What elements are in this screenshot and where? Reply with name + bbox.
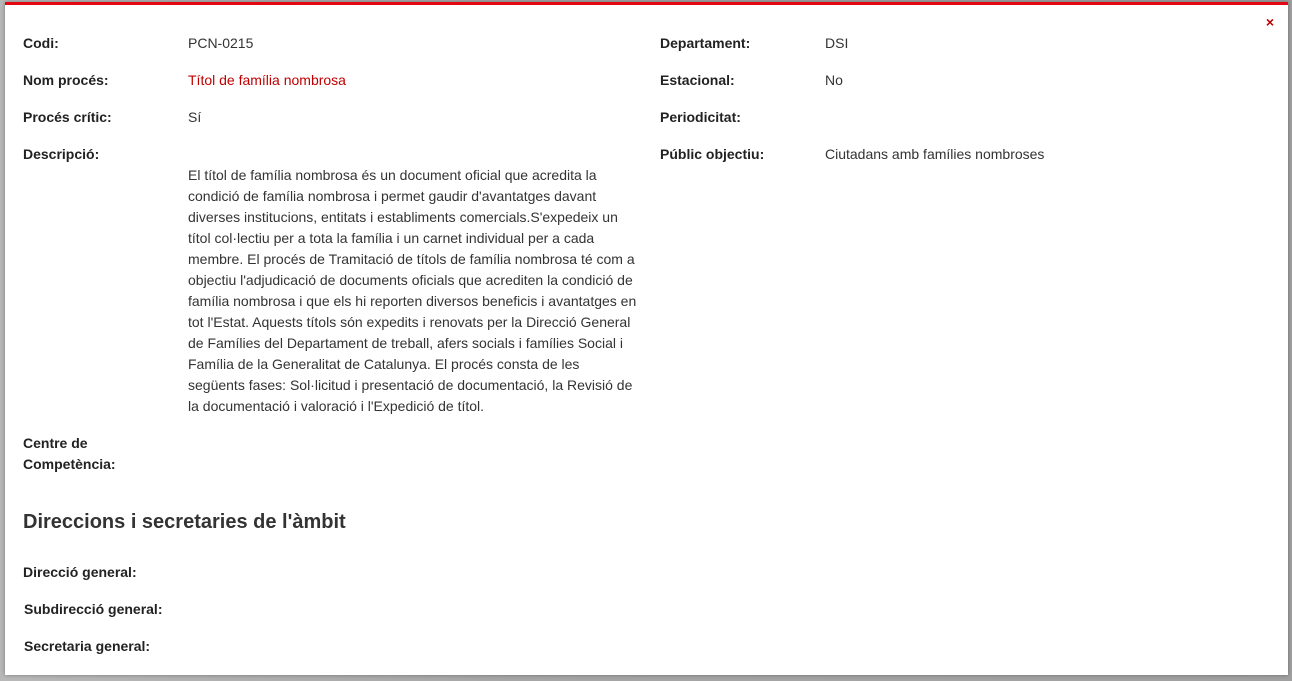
section-title: Direccions i secretaries de l'àmbit: [23, 511, 346, 533]
proces-critic-label: Procés crític:: [23, 109, 112, 125]
public-objectiu-value: Ciutadans amb famílies nombroses: [825, 146, 1045, 162]
estacional-value: No: [825, 72, 843, 88]
descripcio-label: Descripció:: [23, 146, 100, 162]
proces-critic-value: Sí: [188, 109, 202, 125]
subdireccio-general-label: Subdirecció general:: [24, 601, 163, 617]
descripcio-value: El títol de família nombrosa és un document oficial que acredita la condició de família nombrosa i permet gaudir d'avantatges davant diverses institucions, entitats i establiments comercials.S'expedeix un títol col·lectiu per a tota la família i un carnet individual per a cada membre. El procés de Tramitació de títols de família nombrosa té com a objectiu l'adjudicació de documents oficials que acrediten la condició de família nombrosa i que els hi reporten diversos beneficis i avantatges en tot l'Estat. Aquests títols són expedits i renovats per la Direcció General de Famílies del Departament de treball, afers socials i famílies Social i Família de la Generalitat de Catalunya. El procés consta de les següents fases: Sol·licitud i presentació de documentació, la Revisió de la documentació i valoració i l'Expedició de títol.: [188, 167, 637, 414]
field-descripcio: [23, 144, 643, 424]
centre-competencia-label: Centre de Competència:: [23, 435, 116, 472]
codi-value: PCN-0215: [188, 35, 254, 51]
close-icon[interactable]: ×: [1265, 14, 1274, 30]
periodicitat-label: Periodicitat:: [660, 109, 741, 125]
public-objectiu-label: Públic objectiu:: [660, 146, 765, 162]
departament-value: DSI: [825, 35, 849, 51]
estacional-label: Estacional:: [660, 72, 735, 88]
codi-label: Codi:: [23, 35, 59, 51]
process-detail-modal: [5, 2, 1288, 675]
direccio-general-label: Direcció general:: [23, 564, 137, 580]
departament-label: Departament:: [660, 35, 751, 51]
secretaria-general-label: Secretaria general:: [24, 638, 151, 654]
nom-proces-label: Nom procés:: [23, 72, 109, 88]
nom-proces-value: Títol de família nombrosa: [188, 72, 346, 88]
